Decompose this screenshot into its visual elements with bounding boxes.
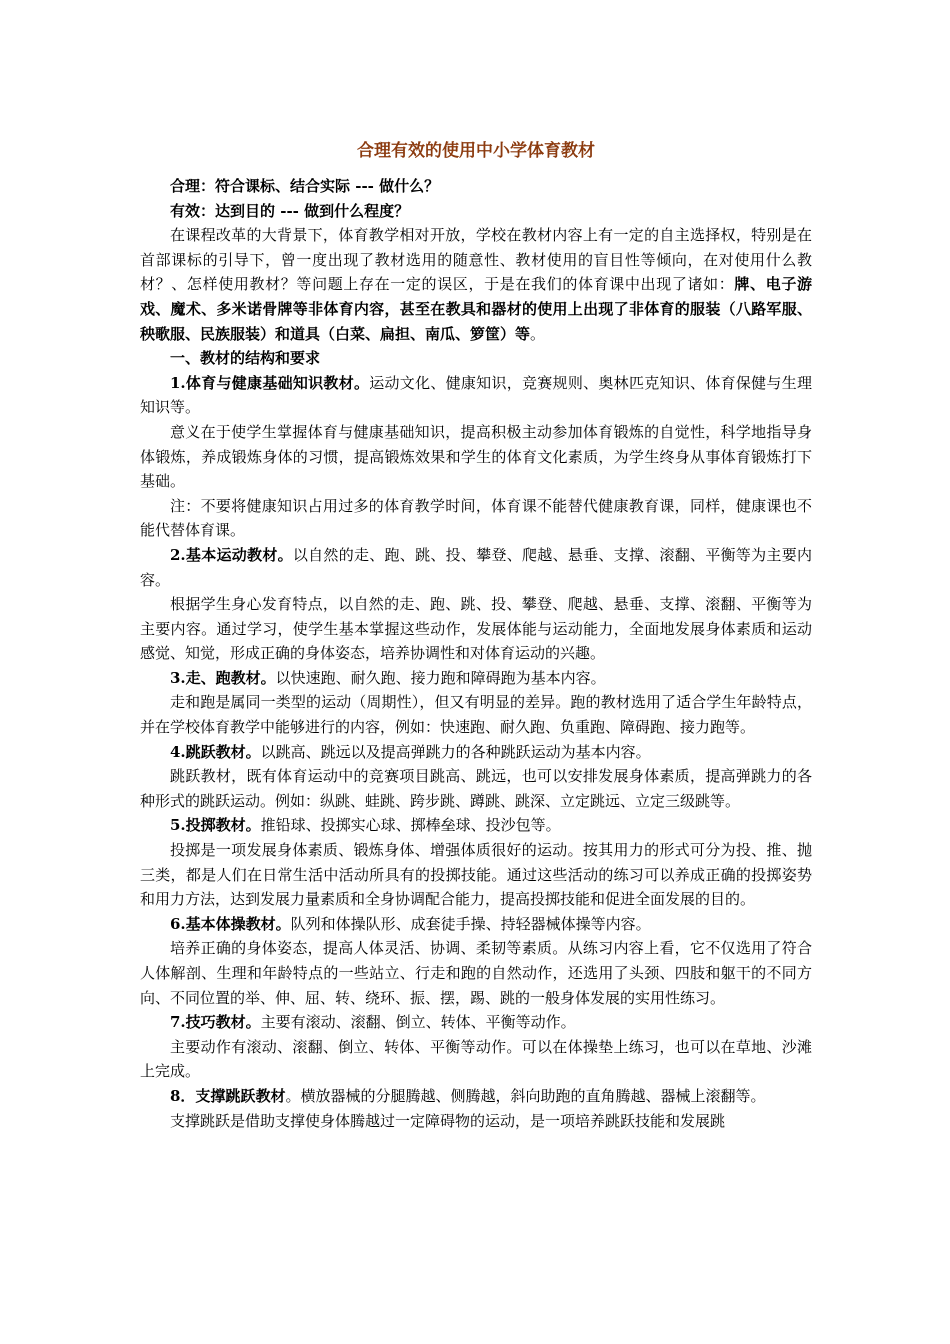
paragraph (140, 740, 812, 765)
paragraph (140, 199, 812, 224)
paragraph-emphasis: 牌、电子游戏、魔术、多米诺骨牌等非体育内容，甚至在教具和器材的使用上出现了非体育的服装（八路军服、秧歌服、民族服装）和道具（白菜、扁担、南瓜、箩筐）等 (140, 275, 812, 343)
paragraph-text: 推铅球、投掷实心球、掷棒垒球、投沙包等。 (260, 816, 561, 835)
paragraph-text: 队列和体操队形、成套徒手操、持轻器械体操等内容。 (290, 914, 651, 933)
document-title: 合理有效的使用中小学体育教材 (357, 141, 595, 161)
paragraph-text: 主要有滚动、滚翻、倒立、转体、平衡等动作。 (260, 1013, 576, 1032)
paragraph (140, 371, 812, 420)
paragraph (140, 1084, 812, 1109)
paragraph-heading: 有效：达到目的 --- 做到什么程度？ (170, 201, 410, 220)
paragraph-text: 以快速跑、耐久跑、接力跑和障碍跑为基本内容。 (275, 668, 606, 687)
paragraph (140, 494, 812, 543)
paragraph (140, 1010, 812, 1035)
paragraph-text: 运动文化、健康知识，竞赛规则、奥林匹克知识、体育保健与生理知识等。 (140, 373, 812, 417)
paragraph-text: 走和跑是属同一类型的运动（周期性），但又有明显的差异。跑的教材选用了适合学生年龄特点，并在学校体育教学中能够进行的内容，例如：快速跑、耐久跑、负重跑、障碍跑、接力跑等。 (140, 693, 812, 737)
paragraph (140, 912, 812, 937)
document-page (140, 138, 812, 1133)
paragraph-heading: 合理：符合课标、结合实际 --- 做什么？ (170, 177, 440, 195)
paragraph (140, 1035, 812, 1084)
paragraph (140, 838, 812, 912)
paragraph-heading: 6.基本体操教材。 (170, 914, 291, 933)
paragraph-text: 主要动作有滚动、滚翻、倒立、转体、平衡等动作。可以在体操垫上练习，也可以在草地、沙滩上完成。 (140, 1037, 812, 1081)
paragraph (140, 1109, 812, 1134)
paragraph-heading: 一、教材的结构和要求 (170, 349, 321, 368)
paragraph-text: 跳跃教材，既有体育运动中的竞赛项目跳高、跳远，也可以安排发展身体素质，提高弹跳力的各种形式的跳跃运动。例如：纵跳、蛙跳、跨步跳、蹲跳、跳深、立定跳远、立定三级跳等。 (140, 767, 812, 810)
paragraph (140, 813, 812, 838)
paragraph-text: 以自然的走、跑、跳、投、攀登、爬越、悬垂、支撑、滚翻、平衡等为主要内容。 (140, 545, 812, 589)
paragraph-text: 意义在于使学生掌握体育与健康基础知识，提高积极主动参加体育锻炼的自觉性，科学地指导身体锻炼，养成锻炼身体的习惯，提高锻炼效果和学生的体育文化素质，为学生终身从事体育锻炼打下基础。 (140, 422, 812, 491)
paragraph (140, 543, 812, 592)
paragraph-text: 根据学生身心发育特点，以自然的走、跑、跳、投、攀登、爬越、悬垂、支撑、滚翻、平衡等为主要内容。通过学习，使学生基本掌握这些动作，发展体能与运动能力，全面地发展身体素质和运动感觉、知觉，形成正确的身体姿态，培养协调性和对体育运动的兴趣。 (140, 595, 812, 663)
paragraph-text: 。横放器械的分腿腾越、侧腾越，斜向助跑的直角腾越、器械上滚翻等。 (285, 1086, 766, 1105)
paragraph-heading: 4.跳跃教材。 (170, 742, 261, 761)
paragraph (140, 174, 812, 199)
paragraph-heading: 5.投掷教材。 (170, 816, 261, 835)
paragraph (140, 346, 812, 371)
paragraph-heading: 7.技巧教材。 (170, 1013, 261, 1032)
paragraph-text: 投掷是一项发展身体素质、锻炼身体、增强体质很好的运动。按其用力的形式可分为投、推、抛三类，都是人们在日常生活中活动所具有的投掷技能。通过这些活动的练习可以养成正确的投掷姿势和用力方法，达到发展力量素质和全身协调配合能力，提高投掷技能和促进全面发展的目的。 (140, 841, 812, 909)
paragraph (140, 690, 812, 739)
paragraph-text: 注：不要将健康知识占用过多的体育教学时间，体育课不能替代健康教育课，同样，健康课也不能代替体育课。 (140, 496, 812, 540)
paragraph-heading: 3.走、跑教材。 (170, 668, 276, 687)
paragraph (140, 764, 812, 813)
paragraph (140, 223, 812, 346)
paragraph-text: 培养正确的身体姿态，提高人体灵活、协调、柔韧等素质。从练习内容上看，它不仅选用了符合人体解剖、生理和年龄特点的一些站立、行走和跑的自然动作，还选用了头颈、四肢和躯干的不同方向、不同位置的举、伸、屈、转、绕环、振、摆，踢、跳的一般身体发展的实用性练习。 (140, 939, 812, 1007)
paragraph (140, 420, 812, 494)
document-body (140, 174, 812, 1133)
paragraph-heading: 1.体育与健康基础知识教材。 (170, 373, 370, 392)
paragraph (140, 592, 812, 666)
paragraph-text: 支撑跳跃是借助支撑使身体腾越过一定障碍物的运动，是一项培养跳跃技能和发展跳 (170, 1111, 726, 1130)
paragraph (140, 666, 812, 691)
paragraph (140, 936, 812, 1010)
paragraph-heading: 2.基本运动教材。 (170, 545, 293, 564)
paragraph-heading: 8．支撑跳跃教材 (170, 1086, 286, 1105)
paragraph-text: 以跳高、跳远以及提高弹跳力的各种跳跃运动为基本内容。 (260, 742, 651, 761)
paragraph-text: 在课程改革的大背景下，体育教学相对开放，学校在教材内容上有一定的自主选择权，特别是在首部课标的引导下，曾一度出现了教材选用的随意性、教材使用的盲目性等倾向，在对使用什么教材？、怎样使用教材？等问题上存在一定的误区，于是在我们的体育课中出现了诸如： (140, 226, 812, 294)
paragraph-tail: 。 (530, 324, 546, 343)
